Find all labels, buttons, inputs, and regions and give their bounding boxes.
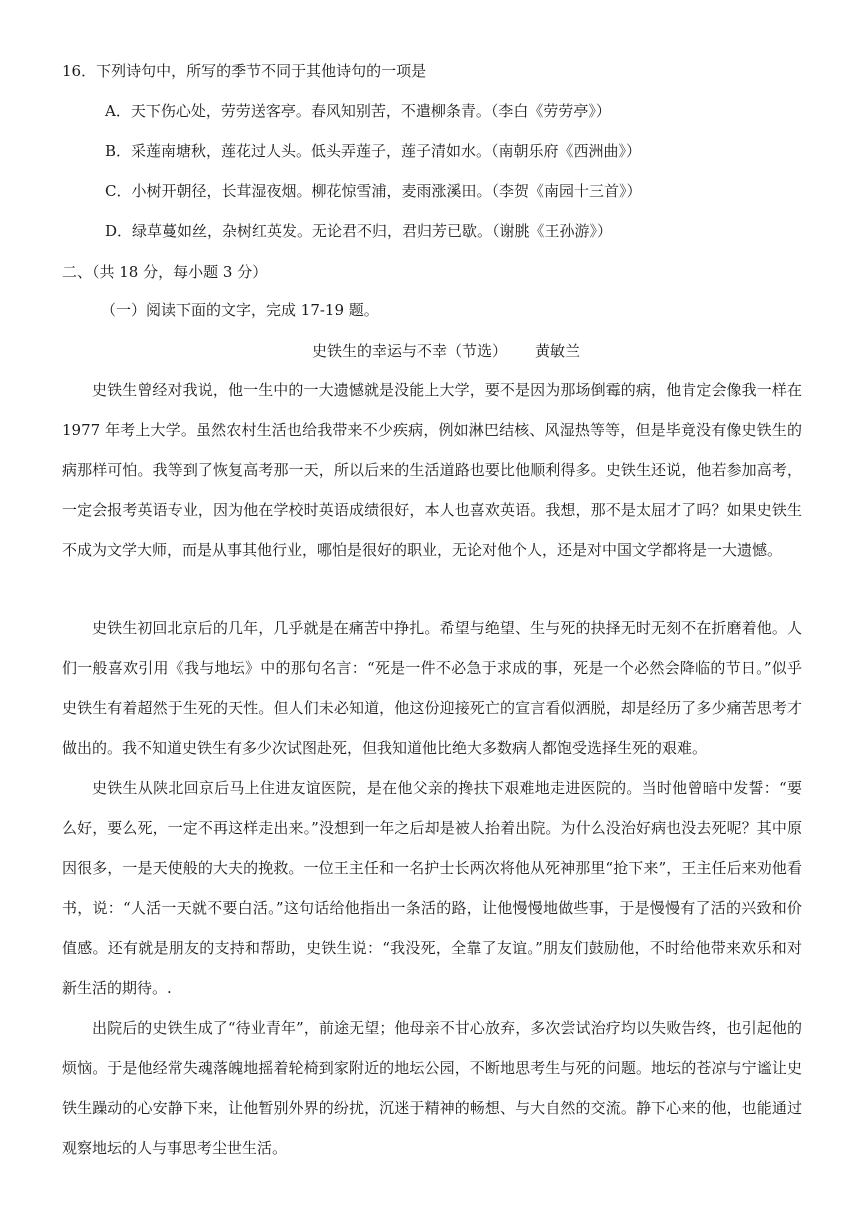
article-paragraph-1: 史铁生曾经对我说，他一生中的一大遗憾就是没能上大学，要不是因为那场倒霉的病，他肯定会像我一样在 1977 年考上大学。虽然农村生活也给我带来不少疾病，例如淋巴结核、风湿热等等，但是毕竟没有像史铁生的病那样可怕。我等到了恢复高考那一天，所以后来的生活道路也要比他顺利得多。史铁生还说，他若参加高考，一定会报考英语专业，因为他在学校时英语成绩很好，本人也喜欢英语。我想，那不是太屈才了吗？如果史铁生不成为文学大师，而是从事其他行业，哪怕是很好的职业，无论对他个人，还是对中国文学都将是一大遗憾。 (62, 381, 802, 559)
question-16-option-c: C．小树开朝径，长茸湿夜烟。柳花惊雪浦，麦雨涨溪田。（李贺《南园十三首》） (105, 182, 642, 200)
article-paragraph-4: 出院后的史铁生成了“待业青年”，前途无望；他母亲不甘心放弃，多次尝试治疗均以失败告终，也引起他的烦恼。于是他经常失魂落魄地摇着轮椅到家附近的地坛公园，不断地思考生与死的问题。地坛的苍凉与宁谧让史铁生躁动的心安静下来，让他暂别外界的纷扰，沉迷于精神的畅想、与大自然的交流。静下心来的他，也能通过观察地坛的人与事思考尘世生活。 (62, 1019, 802, 1157)
article-author: 黄敏兰 (535, 342, 581, 360)
section-2-heading: 二、（共 18 分，每小题 3 分） (62, 263, 268, 281)
article-title: 史铁生的幸运与不幸（节选） (312, 342, 508, 360)
question-16-stem: 16．下列诗句中，所写的季节不同于其他诗句的一项是 (62, 62, 427, 80)
section-2-sub-heading: （一）阅读下面的文字，完成 17-19 题。 (101, 301, 379, 319)
article-paragraph-3: 史铁生从陕北回京后马上住进友谊医院，是在他父亲的搀扶下艰难地走进医院的。当时他曾暗中发誓：“要么好，要么死，一定不再这样走出来。”没想到一年之后却是被人抬着出院。为什么没治好病也没去死呢？其中原因很多，一是天使般的大夫的挽救。一位王主任和一名护士长两次将他从死神那里“抢下来”，王主任后来劝他看书，说：“人活一天就不要白活。”这句话给他指出一条活的路，让他慢慢地做些事，于是慢慢有了活的兴致和价值感。还有就是朋友的支持和帮助，史铁生说：“我没死，全靠了友谊。”朋友们鼓励他，不时给他带来欢乐和对新生活的期待。. (62, 779, 802, 997)
article-title-line (312, 341, 580, 361)
question-16-option-d: D．绿草蔓如丝，杂树红英发。无论君不归，君归芳已歇。（谢朓《王孙游》） (105, 222, 613, 240)
question-16-option-b: B．采莲南塘秋，莲花过人头。低头弄莲子，莲子清如水。（南朝乐府《西洲曲》） (105, 142, 642, 160)
question-16-option-a: A．天下伤心处，劳劳送客亭。春风知别苦，不遣柳条青。（李白《劳劳亭》） (105, 102, 611, 120)
article-paragraph-2: 史铁生初回北京后的几年，几乎就是在痛苦中挣扎。希望与绝望、生与死的抉择无时无刻不在折磨着他。人们一般喜欢引用《我与地坛》中的那句名言：“死是一件不必急于求成的事，死是一个必然会降临的节日。”似乎史铁生有着超然于生死的天性。但人们未必知道，他这份迎接死亡的宣言看似洒脱，却是经历了多少痛苦思考才做出的。我不知道史铁生有多少次试图赴死，但我知道他比绝大多数病人都饱受选择生死的艰难。 (62, 619, 802, 757)
